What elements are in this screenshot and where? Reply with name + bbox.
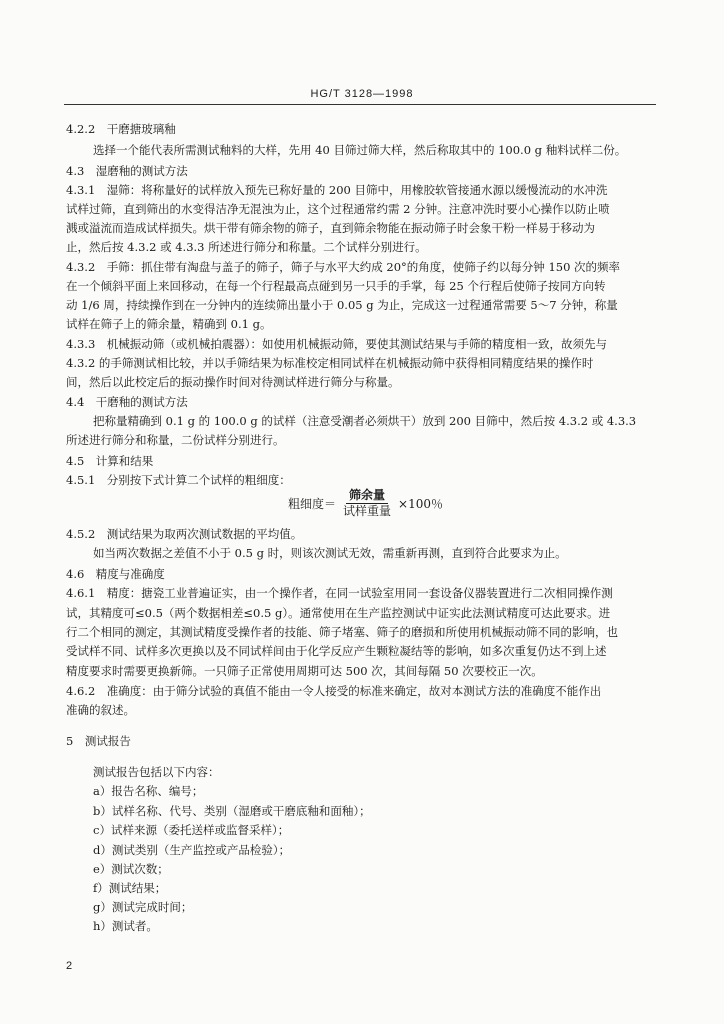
- paragraph-line: 间，然后以此校定后的振动操作时间对待测试样进行筛分与称量。: [66, 375, 400, 389]
- paragraph-line: 受试样不同、试样多次更换以及不同试样间由于化学反应产生颗粒凝结等的影响，如多次重复仍达不到上述: [66, 644, 607, 658]
- clause-heading: 4.2.2 干磨搪玻璃釉: [66, 122, 176, 136]
- paragraph-line: 4.3.2 的手筛测试相比较，并以手筛结果为标准校定相同试样在机械振动筛中获得相同精度结果的操作时: [66, 356, 594, 370]
- paragraph-line: 在一个倾斜平面上来回移动，在每一个行程最高点碰到另一只手的手掌，每 25 个行程后使筛子按同方向转: [66, 279, 606, 293]
- section-heading: 5 测试报告: [66, 734, 131, 748]
- list-item: g）测试完成时间；: [93, 900, 193, 914]
- paragraph-line: 4.6.1 精度：搪瓷工业普遍证实，由一个操作者，在同一试验室用同一套设备仪器装置进行二次相同操作测: [66, 586, 613, 600]
- paragraph-line: 4.6.2 准确度：由于筛分试验的真值不能由一令人接受的标准来确定，故对本测试方法的准确度不能作出: [66, 684, 602, 698]
- standard-header: HG/T 3128—1998: [310, 88, 414, 100]
- list-item: b）试样名称、代号、类别（湿磨或干磨底釉和面釉）；: [93, 804, 371, 818]
- paragraph-line: 溅或溢流而造成试样损失。烘干带有筛余物的筛子，直到筛余物能在振动筛子时会象干粉一样易于移动为: [66, 221, 595, 235]
- formula-lhs: 粗细度＝: [288, 497, 337, 511]
- header-rule: [64, 104, 656, 105]
- page-number: 2: [66, 960, 73, 972]
- paragraph-line: 如当两次数据之差值不小于 0.5 g 时，则该次测试无效，需重新再测，直到符合此要求为止。: [93, 546, 567, 560]
- paragraph-line: 4.5.2 测试结果为取两次测试数据的平均值。: [66, 527, 303, 541]
- paragraph-line: 选择一个能代表所需测试釉料的大样，先用 40 目筛过筛大样，然后称取其中的 100.0 g 釉料试样二份。: [93, 143, 627, 157]
- section-heading: 4.6 精度与准确度: [66, 567, 165, 581]
- paragraph-line: 试，其精度可≤0.5（两个数据相差≤0.5 g）。通常使用在生产监控测试中证实此法测试精度可达此要求。进: [66, 606, 611, 620]
- paragraph-line: 把称量精确到 0.1 g 的 100.0 g 的试样（注意受潮者必须烘干）放到 200 目筛中，然后按 4.3.2 或 4.3.3: [93, 414, 637, 428]
- paragraph-line: 准确的叙述。: [66, 703, 135, 717]
- list-item: f）测试结果；: [93, 881, 167, 895]
- paragraph-line: 精度要求时需要更换新筛。一只筛子正常使用周期可达 500 次，其间每隔 50 次要校正一次。: [66, 664, 543, 678]
- list-item: h）测试者。: [93, 919, 158, 933]
- paragraph-line: 4.3.2 手筛：抓住带有淘盘与盖子的筛子，筛子与水平大约成 20°的角度，使筛子约以每分钟 150 次的频率: [66, 260, 621, 274]
- section-heading: 4.4 干磨釉的测试方法: [66, 395, 188, 409]
- fineness-formula: [288, 488, 443, 519]
- list-item: e）测试次数；: [93, 862, 169, 876]
- list-item: a）报告名称、编号；: [93, 784, 204, 798]
- paragraph-line: 试样在筛子上的筛余量，精确到 0.1 g。: [66, 317, 272, 331]
- formula-fraction: [340, 488, 394, 519]
- section-heading: 4.3 湿磨釉的测试方法: [66, 164, 188, 178]
- paragraph-line: 行二个相同的测定，其测试精度受操作者的技能、筛子堵塞、筛子的磨损和所使用机械振动筛不同的影响，也: [66, 625, 618, 639]
- paragraph-line: 4.5.1 分别按下式计算二个试样的粗细度：: [66, 473, 291, 487]
- list-intro: 测试报告包括以下内容：: [93, 765, 220, 779]
- paragraph-line: 4.3.3 机械振动筛（或机械拍震器）：如使用机械振动筛，要使其测试结果与手筛的精度相一致，故须先与: [66, 337, 608, 351]
- formula-denominator: 试样重量: [343, 504, 392, 518]
- paragraph-line: 试样过筛，直到筛出的水变得洁净无混浊为止，这个过程通常约需 2 分钟。注意冲洗时要小心操作以防止喷: [66, 202, 610, 216]
- formula-numerator: 筛余量: [346, 488, 388, 504]
- formula-multiplier: ×100％: [398, 497, 443, 511]
- list-item: d）测试类别（生产监控或产品检验）；: [93, 843, 291, 857]
- section-heading: 4.5 计算和结果: [66, 454, 154, 468]
- paragraph-line: 所述进行筛分和称量，二份试样分别进行。: [66, 433, 285, 447]
- list-item: c）试样来源（委托送样或监督采样）；: [93, 823, 290, 837]
- paragraph-line: 4.3.1 湿筛：将称量好的试样放入预先已称好量的 200 目筛中，用橡胶软管接通水源以缓慢流动的水冲洗: [66, 183, 608, 197]
- paragraph-line: 动 1/6 周，持续操作到在一分钟内的连续筛出量小于 0.05 g 为止，完成这一过程通常需要 5～7 分钟，称量: [66, 298, 618, 312]
- paragraph-line: 止，然后按 4.3.2 或 4.3.3 所述进行筛分和称量。二个试样分别进行。: [66, 240, 427, 254]
